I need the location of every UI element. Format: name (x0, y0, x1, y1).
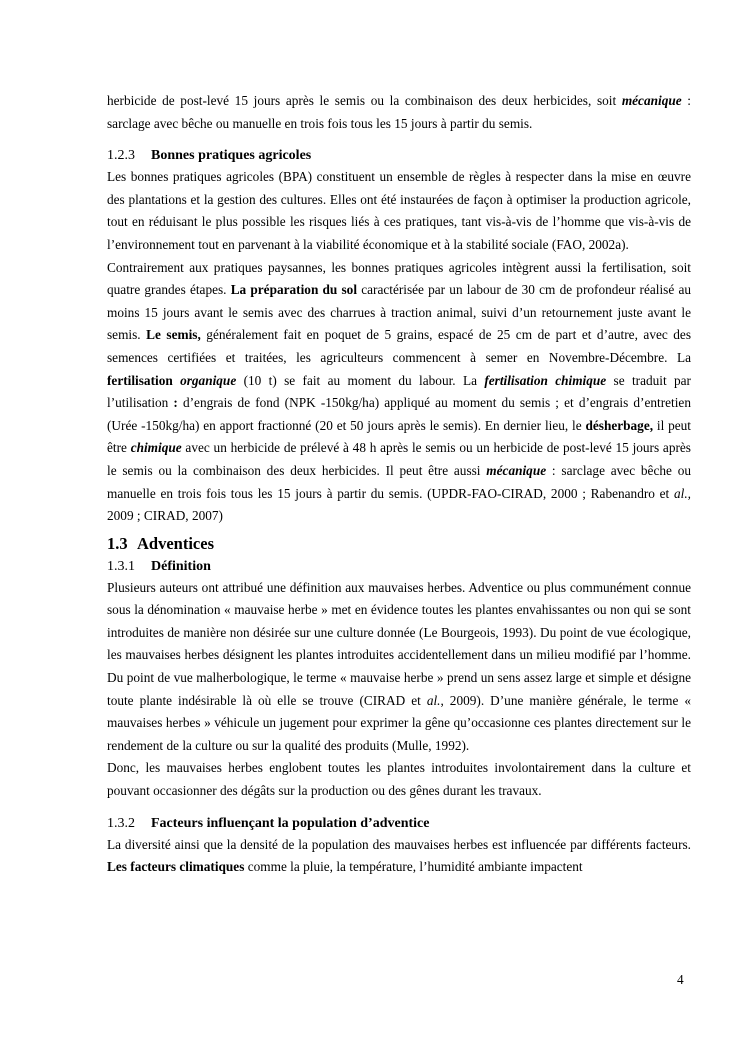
section-heading-1-3: 1.3 Adventices (107, 533, 214, 553)
section-heading-1-3-1: 1.3.1 Définition (107, 558, 211, 574)
page-number: 4 (677, 972, 684, 987)
intro-paragraph: herbicide de post-levé 15 jours après le semis ou la combinaison des deux herbicides, soit mécanique : sarclage avec bêche ou manuelle en trois fois tous les 15 jours à partir du semis. (107, 93, 691, 131)
paragraph-bpa-definition: Les bonnes pratiques agricoles (BPA) constituent un ensemble de règles à respecter dans la mise en œuvre des plantations et la gestion des cultures. Elles ont été instaurées de façon à optimiser la production agricole, tout en réduisant le plus possible les risques liés à ces pratiques, tant vis-à-vis de l’homme que vis-à-vis de l’environnement tout en parvenant à la viabilité économique et à la stabilité sociale (FAO, 2002a). (107, 169, 691, 252)
section-heading-1-3-2: 1.3.2 Facteurs influençant la population d’adventice (107, 815, 430, 831)
paragraph-facteurs: La diversité ainsi que la densité de la population des mauvaises herbes est influencée par différents facteurs. Les facteurs climatiques comme la pluie, la température, l’humidité ambiante impactent (107, 836, 691, 875)
paragraph-adventice-definition: Plusieurs auteurs ont attribué une définition aux mauvaises herbes. Adventice ou plus communément connue sous la dénomination « mauvaise herbe » met en évidence toutes les plantes envahissantes ou non qui se sont introduites de manière non désirée sur une culture donnée (Le Bourgeois, 1993). Du point de vue écologique, les mauvaises herbes désignent les plantes introduites accidentellement dans un milieu modifié par l’homme. Du point de vue malherbologique, le terme « mauvaise herbe » prend un sens assez large et simple et désigne toute plante indésirable là où elle se trouve (CIRAD et al., 2009). D’une manière générale, le terme « mauvaises herbes » véhicule un jugement pour exprimer la gêne qu’occasionne ces plantes directement sur le rendement de la culture ou sur la qualité des produits (Mulle, 1992). (107, 579, 691, 753)
paragraph-adventice-summary: Donc, les mauvaises herbes englobent toutes les plantes introduites involontairement dans la culture et pouvant occasionner des dégâts sur la production ou des gênes durant les travaux. (107, 760, 691, 799)
section-heading-1-2-3: 1.2.3 Bonnes pratiques agricoles (107, 148, 312, 164)
page-body (107, 90, 691, 879)
paragraph-bpa-steps: Contrairement aux pratiques paysannes, les bonnes pratiques agricoles intègrent aussi la fertilisation, soit quatre grandes étapes. La préparation du sol caractérisée par un labour de 30 cm de profondeur réalisé au moins 15 jours avant le semis avec des charrues à traction animal, suivi d’un retournement juste avant le semis. Le semis, généralement fait en poquet de 5 grains, espacé de 25 cm de part et d’autre, avec des semences certifiées et traitées, les agriculteurs commencent à semer en Novembre-Décembre. La fertilisation organique (10 t) se fait au moment du labour. La fertilisation chimique se traduit par l’utilisation : d’engrais de fond (NPK -150kg/ha) appliqué au moment du semis ; et d’engrais d’entretien (Urée -150kg/ha) en apport fractionné (20 et 50 jours après le semis). En dernier lieu, le désherbage, il peut être chimique avec un herbicide de prélevé à 48 h après le semis ou un herbicide de post-levé 15 jours après le semis ou la combinaison des deux herbicides. Il peut être aussi mécanique : sarclage avec bêche ou manuelle en trois fois tous les 15 jours à partir du semis. (UPDR-FAO-CIRAD, 2000 ; Rabenandro et al., 2009 ; CIRAD, 2007) (107, 259, 692, 524)
